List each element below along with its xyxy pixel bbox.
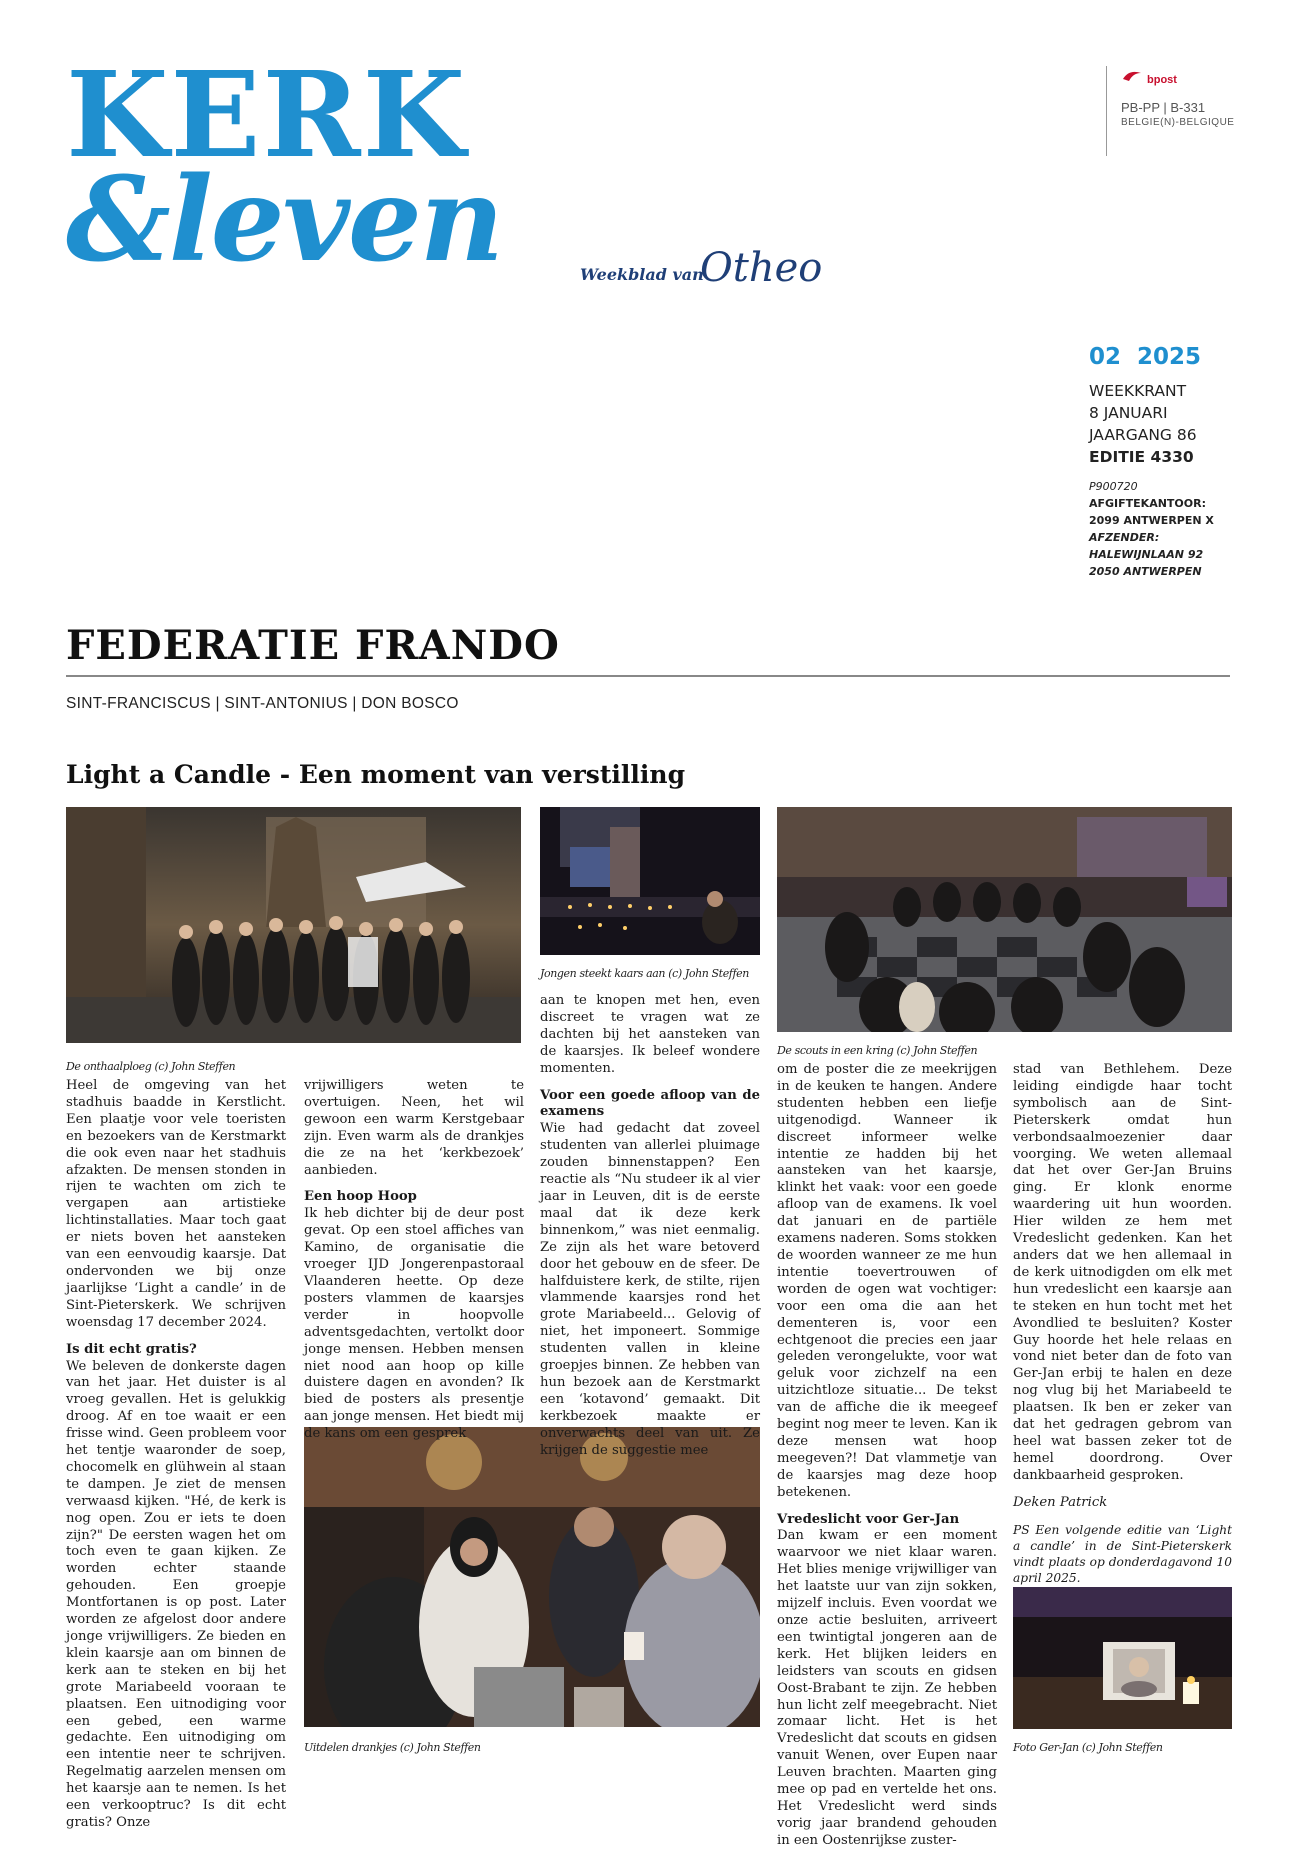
afzender-label: AFZENDER: xyxy=(1089,531,1160,544)
caption-photo3: De scouts in een kring (c) John Steffen xyxy=(777,1044,978,1057)
article-headline: Light a Candle - Een moment van verstilling xyxy=(66,760,686,789)
caption-photo1: De onthaalploeg (c) John Steffen xyxy=(66,1060,236,1073)
bpost-logo-text: bpost xyxy=(1147,74,1177,86)
afzender-city: 2050 ANTWERPEN xyxy=(1089,565,1202,578)
col3-paragraph-1: aan te knopen met hen, even discreet te vragen wat ze dachten bij het aansteken van de kaarsjes. Ik beleef wondere momenten. xyxy=(540,993,760,1076)
postal-code: P900720 xyxy=(1089,480,1138,493)
bpost-icon xyxy=(1121,69,1143,83)
issue-editie: EDITIE 4330 xyxy=(1089,448,1194,466)
caption-photo4: Uitdelen drankjes (c) John Steffen xyxy=(304,1741,481,1754)
issue-jaargang: JAARGANG 86 xyxy=(1089,426,1197,444)
masthead-title-kerk: KERK xyxy=(66,45,468,184)
issue-details xyxy=(1089,380,1197,468)
col2-paragraph-1: vrijwilligers weten te overtuigen. Neen, het wil gewoon een warm Kerstgebaar zijn. Even warm als de drankjes die ze na het ‘kerkbezoek’ aanbieden. xyxy=(304,1078,524,1178)
photo-jongen-kaars xyxy=(540,807,760,955)
issue-type: WEEKKRANT xyxy=(1089,382,1187,400)
col4-paragraph-2: Dan kwam er een moment waarvoor we niet klaar waren. Het blies menige vrijwilliger van het laatste uur van zijn sokken, mijzelf incluis. Even voordat we onze actie besluiten, arriveert een twintigtal jongeren aan de kerk. Het blijken leiders en leidsters van scouts en gidsen Oost-Brabant te zijn. Ze hebben hun licht zelf meegebracht. Niet zomaar licht. Het is het Vredeslicht dat scouts en gidsen vanuit Wenen, over Eupen naar Leuven brachten. Maarten ging mee op pad en vertelde het ons. Het Vredeslicht werd sinds vorig jaar brandend gehouden in een Oostenrijkse zuster- xyxy=(777,1528,997,1848)
bpost-line2: BELGIE(N)-BELGIQUE xyxy=(1121,117,1235,128)
col1-paragraph-1: Heel de omgeving van het stadhuis baadde in Kerstlicht. Een plaatje voor vele toeristen en bezoekers van de Kerstmarkt die ook even naar het stadhuis afzakten. De mensen stonden in rijen te wachten om zich te vergapen aan artistieke lichtinstallaties. Maar toch gaat er niets boven het aansteken van een eenvoudig kaarsje. Dat ondervonden we bij onze jaarlijkse ‘Light a candle’ in de Sint-Pieterskerk. We schrijven woensdag 17 december 2024. xyxy=(66,1078,286,1330)
photo-scouts-kring xyxy=(777,807,1232,1032)
bpost-stamp xyxy=(1106,66,1261,156)
article-column-2 xyxy=(304,1078,524,1443)
col2-subheading: Een hoop Hoop xyxy=(304,1189,417,1205)
article-column-1 xyxy=(66,1078,286,1832)
afgifte-label: AFGIFTEKANTOOR: xyxy=(1089,497,1206,510)
issue-year: 2025 xyxy=(1137,344,1202,370)
article-column-3 xyxy=(540,993,760,1459)
col1-subheading: Is dit echt gratis? xyxy=(66,1341,197,1357)
section-title: FEDERATIE FRANDO xyxy=(66,622,560,669)
photo-ger-jan xyxy=(1013,1587,1232,1729)
issue-date: 8 JANUARI xyxy=(1089,404,1168,422)
col4-paragraph-1: om de poster die ze meekrijgen in de keuken te hangen. Andere studenten hebben een liefje uitgenodigd. Wanneer ik discreet informeer welke intentie ze hadden bij het aansteken van het kaarsje, klinkt het vaak: voor een goede afloop van de examens. Ik voel dat januari en de partiële examens naderen. Soms stokken de woorden wanneer ze me hun intentie toevertrouwen of worden de ogen wat vochtiger: voor een oma die aan het dementeren is, voor een echtgenoot die precies een jaar geleden verongelukte, voor wat geluk voor zichzelf na een uitzichtloze situatie... De tekst van de affiche die ik meegeef begint nog meer te leven. Kan ik deze mensen wat hoop meegeven?! Dat vlammetje van de kaarsjes mag deze hoop betekenen. xyxy=(777,1062,997,1500)
bpost-line1: PB-PP | B-331 xyxy=(1121,100,1206,115)
article-column-5 xyxy=(1013,1062,1232,1586)
col2-paragraph-2: Ik heb dichter bij de deur post gevat. Op een stoel affiches van Kamino, de organisatie die vroeger IJD Jongerenpastoraal Vlaanderen heette. Op deze posters vlammen de kaarsjes verder in hoopvolle adventsgedachten, vertolkt door jonge mensen. Hebben mensen niet nood aan hoop op kille duistere dagen en avonden? Ik bied de posters als presentje aan jonge mensen. Het biedt mij de kans om een gesprek xyxy=(304,1206,524,1442)
photo-uitdelen-drankjes xyxy=(304,1427,760,1727)
bpost-logo xyxy=(1121,66,1261,86)
postal-info xyxy=(1089,478,1214,580)
article-column-4 xyxy=(777,1062,997,1850)
section-parishes: SINT-FRANCISCUS | SINT-ANTONIUS | DON BOSCO xyxy=(66,695,459,712)
afzender-street: HALEWIJNLAAN 92 xyxy=(1089,548,1204,561)
afgifte-value: 2099 ANTWERPEN X xyxy=(1089,514,1214,527)
issue-number xyxy=(1089,344,1201,370)
publisher-logo: Otheo xyxy=(700,245,823,291)
photo-onthaalploeg xyxy=(66,807,521,1043)
weekblad-label: Weekblad van xyxy=(580,265,704,284)
col4-subheading: Vredeslicht voor Ger-Jan xyxy=(777,1511,960,1527)
col5-paragraph-1: stad van Bethlehem. Deze leiding eindigde haar tocht symbolisch aan de Sint-Pieterskerk omdat hun verbondsaalmoezenier daar voorging. We weten allemaal dat het over Ger-Jan Bruins ging. Er klonk enorme waardering uit hun woorden. Hier wilden ze hem met Vredeslicht gedenken. Kan het anders dat we hen allemaal in de kerk uitnodigden om elk met hun vredeslicht een kaarsje aan te steken en hun tocht met het Avondlied te besluiten? Koster Guy hoorde het hele relaas en vond niet beter dan de foto van Ger-Jan erbij te halen en deze nog vlug bij het Mariabeeld te plaatsen. Ik ben er zeker van dat het gedragen gebrom van heel wat bassen zeker tot de hemel doordrong. Over dankbaarheid gesproken. xyxy=(1013,1062,1232,1483)
col3-paragraph-2: Wie had gedacht dat zoveel studenten van allerlei pluimage zouden binnenstappen? Een reactie als “Nu studeer ik al vier jaar in Leuven, dit is de eerste maal dat ik deze kerk binnenkom,” was niet eenmalig. Ze zijn als het ware betoverd door het gebouw en de sfeer. De halfduistere kerk, de stilte, rijen vlammende kaarsjes rond het grote Mariabeeld... Gelovig of niet, het imponeert. Sommige studenten vallen in kleine groepjes binnen. Ze hebben van hun bezoek aan de Kerstmarkt een ‘kotavond’ gemaakt. Dit kerkbezoek maakte er onverwachts deel van uit. Ze krijgen de suggestie mee xyxy=(540,1121,760,1458)
caption-photo2: Jongen steekt kaars aan (c) John Steffen xyxy=(540,967,749,980)
caption-photo5: Foto Ger-Jan (c) John Steffen xyxy=(1013,1741,1163,1754)
col3-subheading: Voor een goede afloop van de examens xyxy=(540,1087,760,1120)
section-divider xyxy=(66,675,1230,677)
article-signature: Deken Patrick xyxy=(1013,1494,1108,1510)
col1-paragraph-2: We beleven de donkerste dagen van het jaar. Het duister is al vroeg gevallen. Het is gelukkig droog. Af en toe waait er een frisse wind. Geen probleem voor het tentje waaronder de soep, chocomelk en glühwein al staan te dampen. Je ziet de mensen verwaasd kijken. "Hé, de kerk is nog open. Zou er iets te doen zijn?" De eersten wagen het om toch even te gaan kijken. Ze worden echter staande gehouden. Een groepje Montfortanen is op post. Later worden ze afgelost door andere jonge vrijwilligers. Ze bieden en klein kaarsje aan om binnen de kerk aan te steken en bij het grote Mariabeeld vooraan te plaatsen. Een uitnodiging voor een gebed, een warme gedachte. Een uitnodiging om een intentie neer te schrijven. Regelmatig aarzelen mensen om het kaarsje aan te nemen. Is het een verkooptruc? Is dit echt gratis? Onze xyxy=(66,1358,286,1830)
masthead-title-leven: &leven xyxy=(66,152,503,288)
article-postscript: PS Een volgende editie van ‘Light a candle’ in de Sint-Pieterskerk vindt plaats op donderdagavond 10 april 2025. xyxy=(1013,1522,1232,1585)
issue-number-value: 02 xyxy=(1089,344,1122,370)
